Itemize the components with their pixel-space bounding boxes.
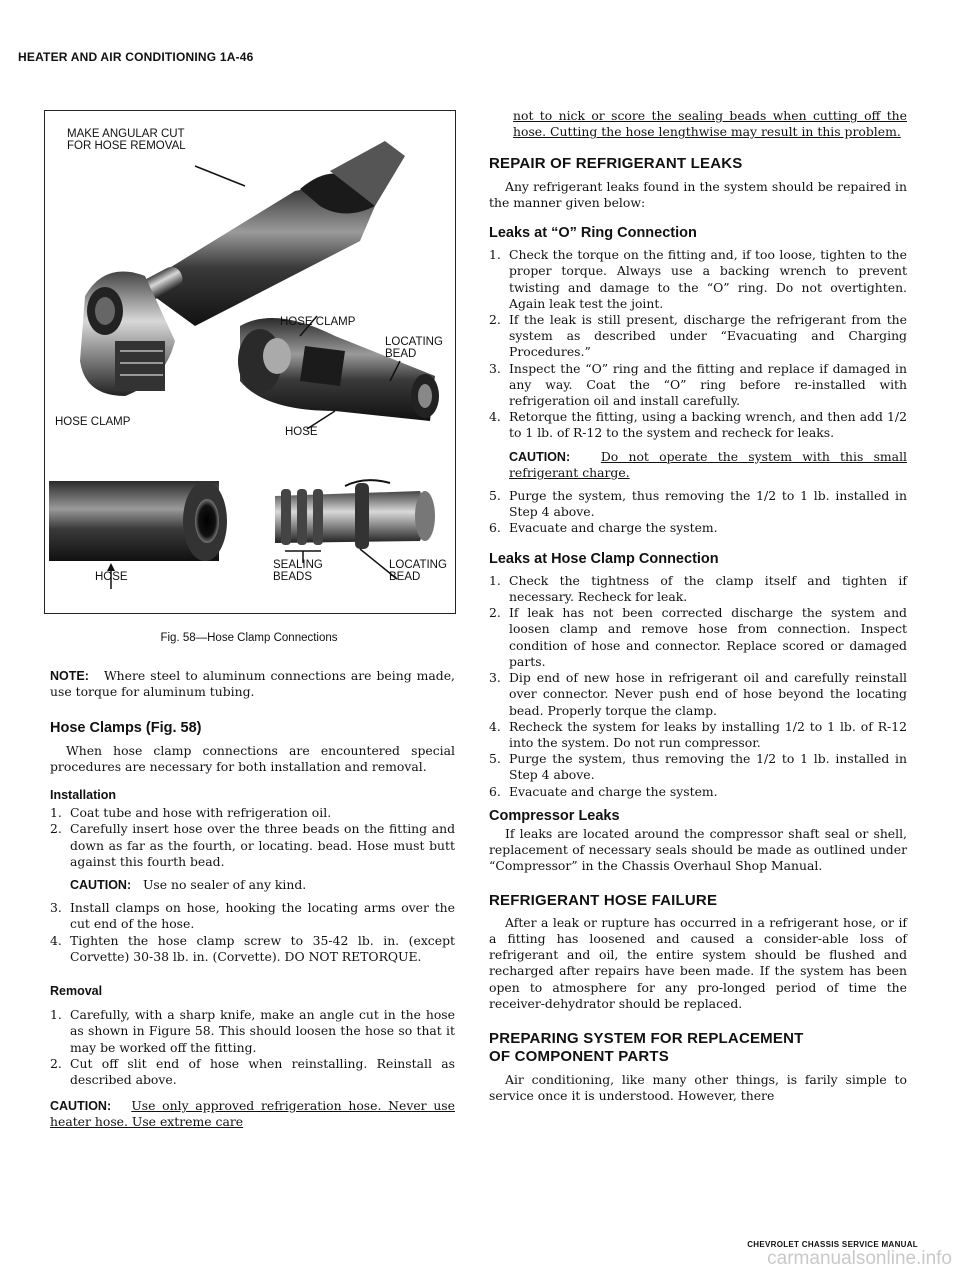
list-item: 3. Dip end of new hose in refrigerant oil and carefully reinstall over connector. Never push end of hose beyond the locating bead. Properly torque the clamp.	[489, 670, 907, 718]
installation-steps	[50, 805, 455, 870]
list-item: 4. Recheck the system for leaks by installing 1/2 to 1 lb. of R-12 into the system. Do not run compressor.	[489, 718, 907, 750]
list-item: 2. Carefully insert hose over the three beads on the fitting and down as far as the fourth, or locating. bead. Hose must butt against this fourth bead.	[50, 821, 455, 869]
list-item: 4. Tighten the hose clamp screw to 35-42 lb. in. (except Corvette) 30-38 lb. in. (Corvette). DO NOT RETORQUE.	[50, 932, 455, 964]
list-item: 4. Retorque the fitting, using a backing wrench, and then add 1/2 to 1 lb. of R-12 to the system and recheck for leaks.	[489, 409, 907, 441]
installation-heading: Installation	[50, 788, 116, 803]
removal-heading: Removal	[50, 984, 103, 999]
installation-steps-continued	[50, 900, 455, 965]
caution-3: CAUTION: Do not operate the system with this small refrigerant charge.	[509, 448, 907, 480]
o-ring-steps	[489, 247, 907, 441]
hose-clamps-heading: Hose Clamps (Fig. 58)	[50, 720, 202, 737]
o-ring-heading: Leaks at “O” Ring Connection	[489, 225, 697, 242]
list-item: 2. Cut off slit end of hose when reinstalling. Reinstall as described above.	[50, 1055, 455, 1088]
list-item: 2. If the leak is still present, discharge the refrigerant from the system as described under “Evacuating and Charging Procedures.”	[489, 312, 907, 360]
watermark: carmanualsonline.info	[767, 1248, 952, 1269]
hose-failure-heading: REFRIGERANT HOSE FAILURE	[489, 891, 718, 909]
right-column	[489, 108, 907, 1104]
label-hose-clamp-top: HOSE CLAMP	[280, 316, 356, 328]
caution-2: CAUTION: Use only approved refrigeration hose. Never use heater hose. Use extreme care	[50, 1098, 455, 1130]
hose-failure-text: After a leak or rupture has occurred in a refrigerant hose, or if a fitting has loosened and caused a consider-able loss of refrigerant and oil, the entire system should be flushed and recharged after repairs have been made. If the system has been open to atmosphere for any pro-longed period of time the receiver-dehydrator should be replaced.	[489, 914, 907, 1011]
list-item: 2. If leak has not been corrected discharge the system and loosen clamp and remove hose from connection. Inspect condition of hose and connector. Replace scored or damaged parts.	[489, 605, 907, 669]
repair-intro: Any refrigerant leaks found in the system should be repaired in the manner given below:	[489, 178, 907, 210]
note-label: NOTE:	[50, 669, 89, 683]
caution-1: CAUTION: Use no sealer of any kind.	[70, 877, 307, 893]
label-sealing-beads: SEALING BEADS	[273, 559, 323, 583]
clamp-leaks-heading: Leaks at Hose Clamp Connection	[489, 550, 719, 567]
label-hose-bottom: HOSE	[95, 571, 128, 583]
list-item: 3. Inspect the “O” ring and the fitting and replace if damaged in any way. Coat the “O” ring before re-installed with refrigeration oil and install carefully.	[489, 360, 907, 409]
list-item: 6. Evacuate and charge the system.	[489, 783, 718, 799]
note-paragraph	[50, 668, 455, 700]
compressor-leaks-heading: Compressor Leaks	[489, 807, 620, 824]
label-locating-bead-top: LOCATING BEAD	[385, 336, 443, 360]
left-column	[50, 668, 455, 1131]
continued-caution-text: not to nick or score the sealing beads when cutting off the hose. Cutting the hose lengthwise may result in this problem.	[513, 108, 907, 140]
list-item: 5. Purge the system, thus removing the 1/2 to 1 lb. installed in Step 4 above.	[489, 488, 907, 520]
compressor-leaks-text: If leaks are located around the compressor shaft seal or shell, replacement of necessary seals should be made as outlined under “Compressor” in the Chassis Overhaul Shop Manual.	[489, 825, 907, 874]
preparing-text: Air conditioning, like many other things, is farily simple to service once it is understood. However, there	[489, 1071, 907, 1104]
list-item: 1. Check the torque on the fitting and, if too loose, tighten to the proper torque. Always use a backing wrench to prevent twisting and damage to the “O” ring. Do not overtighten. Again leak test the joint.	[489, 247, 907, 311]
label-locating-bead-bottom: LOCATING BEAD	[389, 559, 447, 583]
running-head: HEATER AND AIR CONDITIONING 1A-46	[18, 50, 254, 64]
label-angular-cut: MAKE ANGULAR CUT FOR HOSE REMOVAL	[67, 128, 186, 152]
note-text: Where steel to aluminum connections are being made, use torque for aluminum tubing.	[50, 668, 455, 700]
hose-clamps-intro: When hose clamp connections are encountered special procedures are necessary for both installation and removal.	[50, 742, 455, 774]
hose-clamp-illustration	[45, 111, 455, 613]
list-item: 3. Install clamps on hose, hooking the locating arms over the cut end of the hose.	[50, 900, 455, 932]
clamp-on-hose-illustration	[238, 316, 439, 429]
label-hose-middle: HOSE	[285, 426, 318, 438]
manual-name-footer: CHEVROLET CHASSIS SERVICE MANUAL	[747, 1240, 918, 1249]
list-item: 5. Purge the system, thus removing the 1/2 to 1 lb. installed in Step 4 above.	[489, 751, 907, 783]
hose-section-illustration	[49, 481, 227, 589]
list-item: 1. Check the tightness of the clamp itself and tighten if necessary. Recheck for leak.	[489, 572, 907, 605]
repair-heading: REPAIR OF REFRIGERANT LEAKS	[489, 155, 743, 173]
list-item: 1. Carefully, with a sharp knife, make an angle cut in the hose as shown in Figure 58. This should loosen the hose so that it may be worked off the fitting.	[50, 1007, 455, 1055]
figure-caption: Fig. 58—Hose Clamp Connections	[160, 632, 338, 644]
list-item: 6. Evacuate and charge the system.	[489, 520, 718, 536]
list-item: 1. Coat tube and hose with refrigeration oil.	[50, 805, 332, 821]
figure-58	[44, 110, 456, 614]
removal-steps	[50, 1007, 455, 1088]
preparing-heading: PREPARING SYSTEM FOR REPLACEMENT OF COMPONENT PARTS	[489, 1029, 804, 1065]
clamp-leak-steps	[489, 573, 907, 800]
o-ring-steps-continued	[489, 488, 907, 537]
label-hose-clamp-left: HOSE CLAMP	[55, 416, 131, 428]
